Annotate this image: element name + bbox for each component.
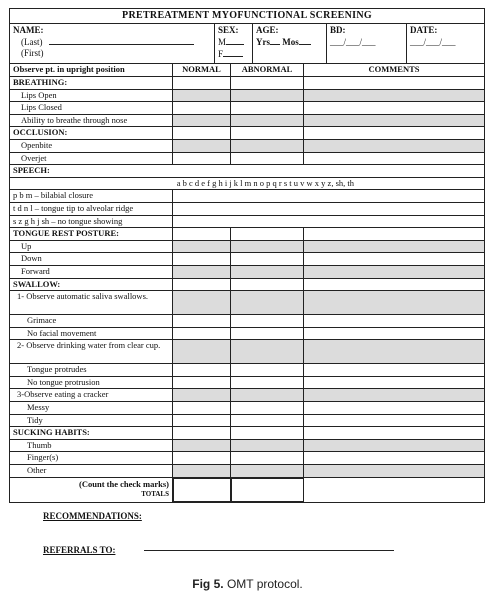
figure-number: Fig 5.	[192, 577, 224, 591]
date-cell	[407, 24, 484, 63]
comments-cell[interactable]	[304, 402, 484, 414]
abnormal-cell[interactable]	[231, 153, 304, 165]
date-label: DATE:	[410, 25, 438, 35]
section-title: SWALLOW:	[10, 279, 173, 291]
bd-field[interactable]: ___/___/___	[330, 37, 376, 47]
item-label: Tidy	[10, 415, 173, 427]
table-row	[10, 364, 484, 377]
comments-cell[interactable]	[304, 279, 484, 291]
abnormal-total-cell[interactable]	[231, 478, 304, 502]
normal-cell[interactable]	[173, 241, 231, 253]
table-row	[10, 203, 484, 216]
table-row	[10, 140, 484, 153]
normal-header: NORMAL	[173, 64, 231, 76]
abnormal-cell[interactable]	[231, 328, 304, 340]
normal-cell[interactable]	[173, 115, 231, 127]
item-label: Lips Closed	[10, 102, 173, 114]
abnormal-cell[interactable]	[231, 364, 304, 376]
comments-cell[interactable]	[304, 465, 484, 477]
normal-cell[interactable]	[173, 364, 231, 376]
recommendations-label: RECOMMENDATIONS:	[43, 511, 142, 521]
table-row	[10, 415, 484, 428]
sex-label: SEX:	[218, 25, 239, 35]
last-label: (Last)	[21, 37, 43, 47]
table-row	[10, 90, 484, 103]
table-row	[10, 266, 484, 279]
table-row	[10, 389, 484, 402]
normal-cell[interactable]	[173, 328, 231, 340]
abnormal-cell[interactable]	[231, 291, 304, 314]
item-label: 3-Observe eating a cracker	[10, 389, 173, 401]
abnormal-cell[interactable]	[231, 377, 304, 389]
comments-cell[interactable]	[304, 440, 484, 452]
bd-cell	[327, 24, 407, 63]
table-row	[10, 452, 484, 465]
abnormal-cell[interactable]	[231, 440, 304, 452]
normal-cell[interactable]	[173, 465, 231, 477]
item-label: Messy	[10, 402, 173, 414]
comments-cell[interactable]	[304, 377, 484, 389]
speech-letters-row	[10, 178, 484, 191]
normal-cell[interactable]	[173, 415, 231, 427]
normal-cell[interactable]	[173, 427, 231, 439]
comments-total-cell	[304, 478, 484, 502]
abnormal-cell[interactable]	[231, 402, 304, 414]
comments-cell[interactable]	[304, 253, 484, 265]
abnormal-cell[interactable]	[231, 140, 304, 152]
section-title: TONGUE REST POSTURE:	[10, 228, 173, 240]
normal-cell[interactable]	[173, 127, 231, 139]
section-row-sucking	[10, 427, 484, 440]
name-label: NAME:	[13, 25, 44, 35]
form-title: PRETREATMENT MYOFUNCTIONAL SCREENING	[10, 9, 484, 24]
name-cell	[10, 24, 215, 63]
table-row	[10, 328, 484, 341]
comments-cell[interactable]	[304, 115, 484, 127]
letters-cell[interactable]	[173, 216, 484, 228]
comments-cell[interactable]	[304, 389, 484, 401]
section-title: OCCLUSION:	[10, 127, 173, 139]
date-field[interactable]: ___/___/___	[410, 37, 456, 47]
table-row	[10, 241, 484, 254]
item-label: Grimace	[10, 315, 173, 327]
item-label: Thumb	[10, 440, 173, 452]
item-label: No facial movement	[10, 328, 173, 340]
yrs-line	[270, 36, 280, 45]
table-row	[10, 115, 484, 128]
comments-cell[interactable]	[304, 328, 484, 340]
item-label: Ability to breathe through nose	[10, 115, 173, 127]
sex-m-label: M	[218, 37, 227, 47]
item-label: s z g h j sh – no tongue showing	[10, 216, 173, 228]
comments-cell[interactable]	[304, 427, 484, 439]
abnormal-cell[interactable]	[231, 427, 304, 439]
comments-header: COMMENTS	[368, 64, 420, 74]
normal-cell[interactable]	[173, 102, 231, 114]
abnormal-cell[interactable]	[231, 127, 304, 139]
screening-form	[9, 8, 485, 503]
normal-cell[interactable]	[173, 291, 231, 314]
normal-cell[interactable]	[173, 77, 231, 89]
normal-cell[interactable]	[173, 315, 231, 327]
table-row	[10, 440, 484, 453]
section-row-swallow	[10, 279, 484, 292]
mos-label: Mos	[282, 37, 299, 47]
abnormal-cell[interactable]	[231, 279, 304, 291]
comments-cell[interactable]	[304, 266, 484, 278]
comments-cell[interactable]	[304, 77, 484, 89]
abnormal-cell[interactable]	[231, 415, 304, 427]
comments-cell[interactable]	[304, 315, 484, 327]
speech-letters: a b c d e f g h i j k l m n o p q r s t u v w x y z, sh, th	[176, 177, 354, 188]
sex-f-label: F	[218, 49, 224, 59]
abnormal-cell[interactable]	[231, 115, 304, 127]
table-row	[10, 102, 484, 115]
item-label: Forward	[10, 266, 173, 278]
normal-cell[interactable]	[173, 452, 231, 464]
section-row-occlusion	[10, 127, 484, 140]
comments-cell[interactable]	[304, 127, 484, 139]
sex-m-field[interactable]	[218, 36, 249, 48]
letters-cell[interactable]	[173, 203, 484, 215]
abnormal-cell[interactable]	[231, 340, 304, 363]
abnormal-cell[interactable]	[231, 389, 304, 401]
normal-cell[interactable]	[173, 279, 231, 291]
item-label: t d n l – tongue tip to alveolar ridge	[10, 203, 173, 215]
normal-cell[interactable]	[173, 389, 231, 401]
section-row-tongue	[10, 228, 484, 241]
normal-cell[interactable]	[173, 402, 231, 414]
section-title: BREATHING:	[10, 77, 173, 89]
figure-caption	[0, 577, 495, 591]
normal-cell[interactable]	[173, 90, 231, 102]
table-row	[10, 291, 484, 315]
comments-cell[interactable]	[304, 228, 484, 240]
normal-cell[interactable]	[173, 340, 231, 363]
comments-cell[interactable]	[304, 102, 484, 114]
item-label: p b m – bilabial closure	[10, 190, 173, 202]
normal-cell[interactable]	[173, 266, 231, 278]
abnormal-cell[interactable]	[231, 102, 304, 114]
abnormal-cell[interactable]	[231, 241, 304, 253]
normal-cell[interactable]	[173, 253, 231, 265]
totals-label-cell	[10, 478, 173, 502]
table-row	[10, 153, 484, 166]
caption-text: OMT protocol.	[226, 577, 303, 591]
section-row-breathing	[10, 77, 484, 90]
abnormal-cell[interactable]	[231, 315, 304, 327]
item-label: Openbite	[10, 140, 173, 152]
sex-f-line	[223, 48, 243, 57]
comments-cell[interactable]	[304, 340, 484, 363]
patient-header	[10, 24, 484, 64]
normal-cell[interactable]	[173, 377, 231, 389]
item-label: 2- Observe drinking water from clear cup.	[10, 340, 173, 363]
normal-cell[interactable]	[173, 228, 231, 240]
comments-cell[interactable]	[304, 415, 484, 427]
normal-cell[interactable]	[173, 153, 231, 165]
table-row	[10, 315, 484, 328]
letters-cell[interactable]	[173, 190, 484, 202]
table-row	[10, 340, 484, 364]
last-name-field[interactable]	[13, 36, 211, 48]
item-label: No tongue protrusion	[10, 377, 173, 389]
comments-cell[interactable]	[304, 452, 484, 464]
comments-cell[interactable]	[304, 153, 484, 165]
comments-cell[interactable]	[304, 140, 484, 152]
item-label: Lips Open	[10, 90, 173, 102]
section-title: SPEECH:	[13, 165, 50, 176]
normal-total-cell[interactable]	[173, 478, 231, 502]
first-label: (First)	[21, 48, 44, 58]
section-title: SUCKING HABITS:	[10, 427, 173, 439]
table-row	[10, 402, 484, 415]
section-row-speech	[10, 165, 484, 178]
totals-label: TOTALS	[141, 489, 169, 498]
comments-cell[interactable]	[304, 90, 484, 102]
sex-f-field[interactable]	[218, 48, 249, 60]
item-label: Overjet	[10, 153, 173, 165]
totals-row	[10, 478, 484, 502]
sex-m-line	[226, 36, 244, 45]
item-label: Finger(s)	[10, 452, 173, 464]
table-row	[10, 190, 484, 203]
yrs-label: Yrs	[256, 37, 270, 47]
table-row	[10, 465, 484, 478]
table-row	[10, 216, 484, 229]
bd-label: BD:	[330, 25, 346, 35]
comments-cell[interactable]	[304, 291, 484, 314]
abnormal-cell[interactable]	[231, 90, 304, 102]
item-label: Other	[10, 465, 173, 477]
mos-line	[299, 36, 311, 45]
item-label: Down	[10, 253, 173, 265]
observe-header: Observe pt. in upright position	[10, 64, 173, 76]
first-name-field[interactable]	[13, 48, 211, 59]
normal-cell[interactable]	[173, 440, 231, 452]
table-row	[10, 253, 484, 266]
abnormal-cell[interactable]	[231, 266, 304, 278]
referrals-label: REFERRALS TO:	[43, 545, 116, 555]
item-label: 1- Observe automatic saliva swallows.	[10, 291, 173, 314]
sex-cell	[215, 24, 253, 63]
normal-cell[interactable]	[173, 140, 231, 152]
age-field[interactable]	[256, 36, 323, 48]
abnormal-header: ABNORMAL	[231, 64, 304, 76]
table-row	[10, 377, 484, 390]
last-name-line	[49, 36, 194, 45]
abnormal-cell[interactable]	[231, 77, 304, 89]
comments-cell[interactable]	[304, 241, 484, 253]
abnormal-cell[interactable]	[231, 465, 304, 477]
item-label: Tongue protrudes	[10, 364, 173, 376]
age-cell	[253, 24, 327, 63]
comments-cell[interactable]	[304, 364, 484, 376]
column-header-row	[10, 64, 484, 77]
age-label: AGE:	[256, 25, 279, 35]
abnormal-cell[interactable]	[231, 228, 304, 240]
count-label: (Count the check marks)	[79, 478, 169, 489]
item-label: Up	[10, 241, 173, 253]
abnormal-cell[interactable]	[231, 253, 304, 265]
referrals-line[interactable]	[144, 550, 394, 551]
screening-table	[10, 64, 484, 502]
abnormal-cell[interactable]	[231, 452, 304, 464]
